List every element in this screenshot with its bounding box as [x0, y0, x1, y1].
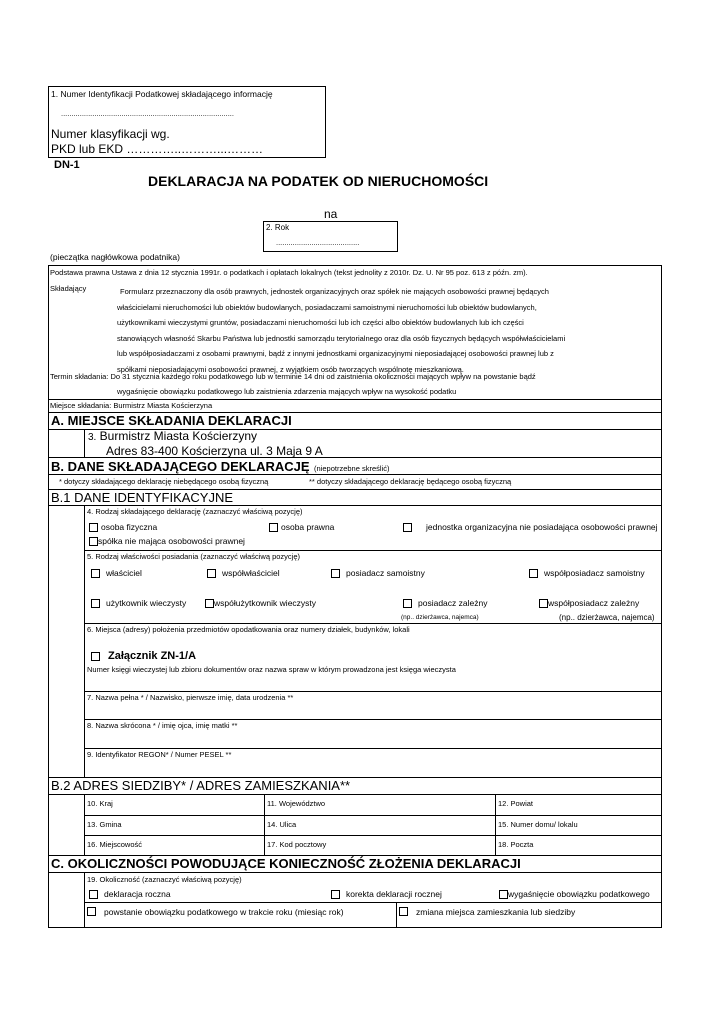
checkbox-icon	[89, 537, 98, 546]
section-a-address: Adres 83-400 Kościerzyna ul. 3 Maja 9 A	[106, 444, 323, 458]
checkbox-icon	[207, 569, 216, 578]
field-poczta: 18. Poczta	[498, 840, 534, 849]
nip-input[interactable]: ...................................................................................	[61, 109, 234, 118]
section-b1	[48, 489, 662, 778]
termin-line1: Termin składania: Do 31 stycznia każdego roku podatkowego lub w terminie 14 dni od zaistnienia okoliczności mających wpływ na powstanie bądź	[50, 372, 536, 381]
f4-option-jednostka[interactable]: jednostka organizacyjna nie posiadająca osobowości prawnej	[403, 522, 658, 533]
c-option-zmiana-miejsca[interactable]: zmiana miejsca zamieszkania lub siedziby	[399, 907, 575, 918]
section-b2-header: B.2 ADRES SIEDZIBY* / ADRES ZAMIESZKANIA**	[51, 778, 351, 793]
field-kraj: 10. Kraj	[87, 799, 113, 808]
section-b1-header: B.1 DANE IDENTYFIKACYJNE	[51, 490, 234, 505]
podstawa-prawna: Podstawa prawna Ustawa z dnia 12 stycznia 1991r. o podatkach i opłatach lokalnych (tekst jednolity z 2010r. Dz. U. Nr 95 poz. 613 z późn. zm).	[50, 268, 528, 277]
checkbox-icon	[87, 907, 96, 916]
section-b-note2: ** dotyczy składającego deklarację będącego osobą fizyczną	[309, 477, 512, 486]
section-b-note1: * dotyczy składającego deklarację niebędącego osobą fizyczną	[59, 477, 269, 486]
field-wojewodztwo: 11. Województwo	[267, 799, 326, 808]
f5-note1: (np.. dzierżawca, najemca)	[401, 614, 479, 621]
field-ulica: 14. Ulica	[267, 820, 297, 829]
field7-label: 7. Nazwa pełna * / Nazwisko, pierwsze imię, data urodzenia **	[87, 693, 294, 702]
f6-note: Numer księgi wieczystej lub zbioru dokumentów oraz nazwa spraw w którym prowadzona jest księga wieczysta	[87, 665, 456, 674]
checkbox-icon	[403, 599, 412, 608]
f4-option-osoba-prawna[interactable]: osoba prawna	[269, 522, 334, 533]
rok-input[interactable]: ........................................	[276, 238, 360, 247]
rok-box	[263, 221, 398, 252]
c-option-korekta[interactable]: korekta deklaracji rocznej	[331, 889, 442, 900]
f5-option-uzytkownik[interactable]: użytkownik wieczysty	[91, 598, 186, 609]
checkbox-icon	[529, 569, 538, 578]
field5-label: 5. Rodzaj właściwości posiadania (zaznaczyć właściwą pozycję)	[87, 552, 301, 561]
section-a-line1: 3. Burmistrz Miasta Kościerzyny	[88, 429, 258, 443]
checkbox-icon	[91, 599, 100, 608]
f5-note2: (np.. dzierżawca, najemca)	[559, 613, 655, 622]
checkbox-icon	[89, 890, 98, 899]
field9-label: 9. Identyfikator REGON* / Numer PESEL **	[87, 750, 232, 759]
checkbox-icon	[205, 599, 214, 608]
section-b-header-row: B. DANE SKŁADAJĄCEGO DEKLARACJĘ (niepotrzebne skreślić)	[51, 459, 390, 474]
page-title: DEKLARACJA NA PODATEK OD NIERUCHOMOŚCI	[148, 173, 489, 189]
field6-label: 6. Miejsca (adresy) położenia przedmiotów opodatkowania oraz numery działek, budynków, lokali	[87, 625, 410, 634]
f5-option-wspolwlasciciel[interactable]: współwłaściciel	[207, 568, 280, 579]
f5-option-posiadacz-zalezny[interactable]: posiadacz zależny	[403, 598, 487, 609]
checkbox-icon	[89, 523, 98, 532]
stamp-label: (pieczątka nagłówkowa podatnika)	[50, 252, 180, 262]
skladajacy-label: Składający	[50, 284, 87, 293]
field-powiat: 12. Powiat	[498, 799, 534, 808]
checkbox-icon	[269, 523, 278, 532]
checkbox-icon	[331, 890, 340, 899]
info-box	[48, 265, 662, 413]
section-c	[48, 855, 662, 928]
c-option-deklaracja-roczna[interactable]: deklaracja roczna	[89, 889, 171, 900]
field19-label: 19. Okoliczność (zaznaczyć właściwą pozycję)	[87, 875, 242, 884]
f5-option-wspolposiadacz-samoistny[interactable]: współposiadacz samoistny	[529, 568, 645, 579]
nip-label: 1. Numer Identyfikacji Podatkowej składającego informację	[51, 89, 273, 99]
field4-label: 4. Rodzaj składającego deklarację (zaznaczyć właściwą pozycję)	[87, 507, 303, 516]
checkbox-icon	[403, 523, 412, 532]
field-gmina: 13. Gmina	[87, 820, 122, 829]
pkd-label: Numer klasyfikacji wg.	[51, 127, 170, 141]
rok-label: 2. Rok	[266, 223, 290, 232]
c-option-wygasniecie[interactable]: wygaśnięcie obowiązku podatkowego	[499, 889, 650, 900]
checkbox-icon	[91, 569, 100, 578]
field8-label: 8. Nazwa skrócona * / imię ojca, imię matki **	[87, 721, 238, 730]
na-label: na	[324, 207, 338, 221]
termin-line2: wygaśnięcie obowiązku podatkowego lub zaistnienia zdarzenia mających wpływ na wysokość podatku	[117, 387, 457, 396]
checkbox-icon	[499, 890, 508, 899]
f5-option-wspoluzytkownik[interactable]: współużytkownik wieczysty	[205, 598, 316, 609]
section-c-header: C. OKOLICZNOŚCI POWODUJĄCE KONIECZNOŚĆ ZŁOŻENIA DEKLARACJI	[51, 856, 521, 871]
skladajacy-text: Formularz przeznaczony dla osób prawnych, jednostek organizacyjnych oraz spółek nie mających osobowości prawnej będących właścicielami nieruchomości lub obiektów budowlanych, posiadaczami samoistnymi nieruchomości lub obiektów budowlanych, użytkownikami wieczystymi gruntów, posiadaczami nieruchomości lub ich części albo obiektów budowlanych lub ich części stanowiących własność Skarbu Państwa lub jednostki samorządu terytorialnego oraz dla osób fizycznych będących współwłaścicielami lub współposiadaczami z osobami prawnymi, bądź z innymi jednostkami organizacyjnymi nieposiadającej osobowości prawnej lub z spółkami nieposiadającymi osobowości prawnej, z wyjątkiem osób tworzących wspólnotę mieszkaniową.	[117, 287, 566, 374]
field-numer-domu: 15. Numer domu/ lokalu	[498, 820, 578, 829]
section-b	[48, 457, 662, 490]
c-option-powstanie[interactable]: powstanie obowiązku podatkowego w trakcie roku (miesiąc rok)	[87, 907, 344, 918]
checkbox-icon	[91, 652, 100, 661]
f4-option-osoba-fizyczna[interactable]: osoba fizyczna	[89, 522, 157, 533]
field-kod-pocztowy: 17. Kod pocztowy	[267, 840, 327, 849]
f5-option-wspolposiadacz-zalezny[interactable]: współposiadacz zależny	[539, 598, 639, 609]
pkd-input[interactable]: PKD lub EKD …………..………...………	[51, 142, 264, 156]
f4-option-spolka[interactable]: spółka nie mająca osobowości prawnej	[89, 536, 245, 547]
f6-attachment[interactable]: Załącznik ZN-1/A	[91, 650, 196, 662]
nip-box	[48, 86, 326, 158]
section-a	[48, 412, 662, 458]
checkbox-icon	[331, 569, 340, 578]
checkbox-icon	[539, 599, 548, 608]
section-a-header: A. MIEJSCE SKŁADANIA DEKLARACJI	[51, 413, 292, 428]
section-b2	[48, 777, 662, 856]
form-code: DN-1	[54, 159, 80, 171]
miejsce-skladania: Miejsce składania: Burmistrz Miasta Kościerzyna	[50, 401, 213, 410]
checkbox-icon	[399, 907, 408, 916]
field-miejscowosc: 16. Miejscowość	[87, 840, 143, 849]
f5-option-posiadacz-samoistny[interactable]: posiadacz samoistny	[331, 568, 425, 579]
f5-option-wlasciciel[interactable]: właściciel	[91, 568, 142, 579]
